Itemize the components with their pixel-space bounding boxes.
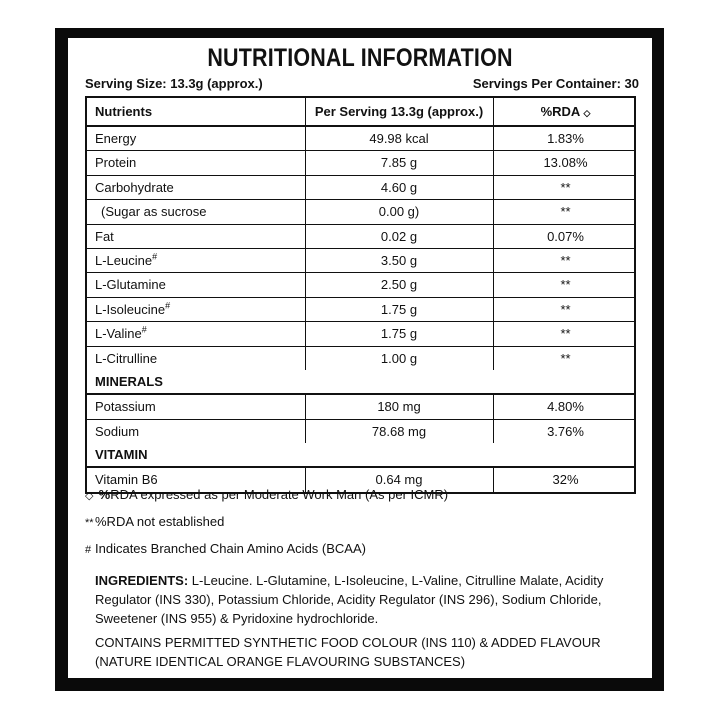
diamond-icon: ◇ (583, 108, 591, 118)
nutrient-rda: 4.80% (547, 399, 584, 415)
diamond-icon: ◇ (85, 490, 94, 502)
bcaa-mark: # (141, 324, 147, 335)
table-header (87, 98, 634, 127)
note-rda-basis: ◇ %RDA expressed as per Moderate Work Man (As per ICMR) (85, 486, 636, 513)
table-row (87, 298, 634, 322)
notes (85, 486, 636, 671)
nutrient-name: Carbohydrate (95, 179, 174, 195)
nutrient-amount: 0.00 g) (378, 204, 420, 220)
nutrient-amount: 3.50 g (380, 252, 418, 268)
table-row (87, 395, 634, 419)
hash-mark: # (85, 544, 92, 556)
nutrient-amount: 4.60 g (380, 179, 418, 195)
nutrient-rda: 0.07% (547, 228, 584, 244)
ingredients-label: INGREDIENTS: (95, 573, 189, 588)
nutrient-name: L-Isoleucine# (95, 300, 171, 317)
nutrient-rda: ** (560, 350, 571, 366)
colour-statement: CONTAINS PERMITTED SYNTHETIC FOOD COLOUR (INS 110) & ADDED FLAVOUR (NATURE IDENTICAL ORANGE FLAVOURING SUBSTANCES) (95, 635, 601, 669)
nutrient-name: Vitamin B6 (95, 472, 158, 488)
nutrient-name: (Sugar as sucrose (101, 204, 207, 220)
serving-size: Serving Size: 13.3g (approx.) (85, 76, 263, 91)
servings-per-container: Servings Per Container: 30 (472, 76, 639, 91)
nutrient-rda: ** (560, 277, 571, 293)
nutrient-rda: ** (560, 179, 571, 195)
ingredients-text: L-Leucine. L-Glutamine, L-Isoleucine, L-Valine, Citrulline Malate, Acidity Regulator (INS 330), Potassium Chloride, Acidity Regulator (INS 296), Sodium Chloride, Sweetener (INS 955) & Pyridoxine hydrochloride. (95, 573, 604, 626)
nutrient-rda: 13.08% (543, 155, 588, 171)
note-bcaa: # Indicates Branched Chain Amino Acids (BCAA) (85, 540, 636, 567)
asterisk-mark: ** (85, 517, 94, 529)
nutrient-rda: ** (560, 204, 571, 220)
nutrient-amount: 1.00 g (380, 350, 418, 366)
nutrient-name: Energy (95, 131, 137, 146)
table-row (87, 322, 634, 346)
table-row (87, 151, 634, 175)
nutrient-name: L-Leucine# (95, 251, 158, 268)
nutrient-rda: ** (560, 326, 571, 342)
nutrient-rda: 3.76% (547, 423, 584, 439)
nutrient-rda: 32% (552, 472, 579, 488)
header-per-serving: Per Serving 13.3g (approx.) (314, 104, 484, 119)
nutrient-name: L-Glutamine (95, 277, 166, 293)
nutrient-name: Sodium (95, 423, 140, 439)
note-rda-not-established: **%RDA not established (85, 513, 636, 540)
nutrition-table (85, 96, 636, 494)
section-vitamin: VITAMIN (87, 443, 634, 468)
table-row (87, 273, 634, 297)
nutrient-amount: 0.02 g (380, 228, 418, 244)
nutrient-amount: 2.50 g (380, 277, 418, 293)
label-title: NUTRITIONAL INFORMATION (207, 44, 513, 72)
nutrient-amount: 49.98 kcal (369, 131, 429, 146)
nutrient-name: Fat (95, 228, 114, 244)
table-row (87, 347, 634, 370)
table-row (87, 127, 634, 151)
bcaa-mark: # (152, 251, 158, 262)
nutrient-name: L-Citrulline (95, 350, 158, 366)
nutrient-rda: ** (560, 252, 571, 268)
nutrient-amount: 1.75 g (380, 301, 418, 317)
nutrient-amount: 1.75 g (380, 326, 418, 342)
nutrient-amount: 7.85 g (380, 155, 418, 171)
nutrient-name: Protein (95, 155, 137, 171)
table-row (87, 200, 634, 224)
table-row (87, 420, 634, 443)
table-row (87, 176, 634, 200)
nutrient-name: L-Valine# (95, 324, 147, 342)
header-nutrients: Nutrients (95, 104, 153, 119)
bcaa-mark: # (165, 300, 171, 311)
nutrient-rda: ** (560, 301, 571, 317)
table-row (87, 225, 634, 249)
nutrient-amount: 180 mg (377, 399, 421, 415)
section-minerals: MINERALS (87, 370, 634, 395)
nutrient-amount: 78.68 mg (371, 423, 427, 439)
ingredients (85, 571, 636, 628)
table-row (87, 249, 634, 273)
header-rda: %RDA ◇ (493, 98, 638, 127)
nutrient-rda: 1.83% (547, 131, 584, 146)
nutrient-name: Potassium (95, 399, 156, 415)
nutrient-amount: 0.64 mg (375, 472, 423, 488)
